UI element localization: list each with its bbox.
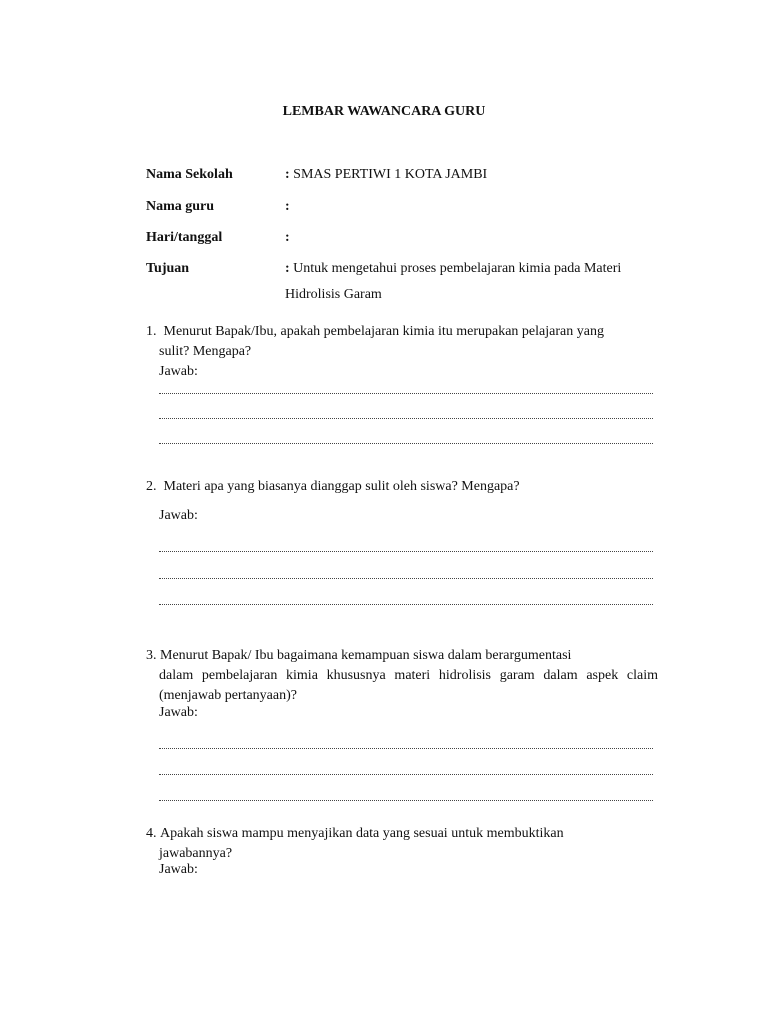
answer-line[interactable] [159,577,653,579]
field-colon: : [285,230,290,245]
field-label-purpose: Tujuan [146,261,190,276]
question-number: 1. [146,324,157,339]
question-text: Menurut Bapak/Ibu, apakah pembelajaran kimia itu merupakan pelajaran yang [163,324,604,339]
question-number: 2. [146,479,157,494]
field-value-date [285,230,290,246]
field-value-teacher [285,199,290,215]
school-name: SMAS PERTIWI 1 KOTA JAMBI [289,167,488,182]
question-4 [146,824,658,864]
answer-line[interactable] [159,747,653,749]
answer-line[interactable] [159,773,653,775]
purpose-text: Untuk mengetahui proses pembelajaran kimia pada Materi [289,261,622,276]
question-text: Menurut Bapak/ Ibu bagaimana kemampuan siswa dalam berargumentasi [160,648,572,663]
field-colon: : [285,261,290,276]
answer-label: Jawab: [159,508,198,523]
answer-line[interactable] [159,603,653,605]
answer-line[interactable] [159,417,653,419]
question-1 [146,322,658,362]
question-3 [146,646,658,706]
field-value-school [285,167,487,183]
field-colon: : [285,167,290,182]
question-text: Apakah siswa mampu menyajikan data yang sesuai untuk membuktikan [160,826,564,841]
answer-label: Jawab: [159,364,198,379]
question-text: Materi apa yang biasanya dianggap sulit oleh siswa? Mengapa? [163,479,520,494]
answer-label: Jawab: [159,705,198,720]
question-number: 3. [146,648,157,663]
field-value-purpose [285,261,621,277]
page-title: LEMBAR WAWANCARA GURU [282,104,486,119]
field-label-teacher: Nama guru [146,199,215,214]
question-number: 4. [146,826,157,841]
field-label-date: Hari/tanggal [146,230,223,245]
question-text-continued: jawabannya? [159,846,233,861]
answer-line[interactable] [159,442,653,444]
field-colon: : [285,199,290,214]
question-2 [146,477,658,497]
answer-line[interactable] [159,799,653,801]
answer-line[interactable] [159,392,653,394]
purpose-text-continued: Hidrolisis Garam [285,287,382,302]
question-text-continued: dalam pembelajaran kimia khususnya materi hidrolisis garam dalam aspek claim (menjawab pertanyaan)? [159,668,658,703]
question-text-continued: sulit? Mengapa? [159,344,252,359]
answer-label: Jawab: [159,862,198,877]
answer-line[interactable] [159,550,653,552]
field-label-school: Nama Sekolah [146,167,233,182]
